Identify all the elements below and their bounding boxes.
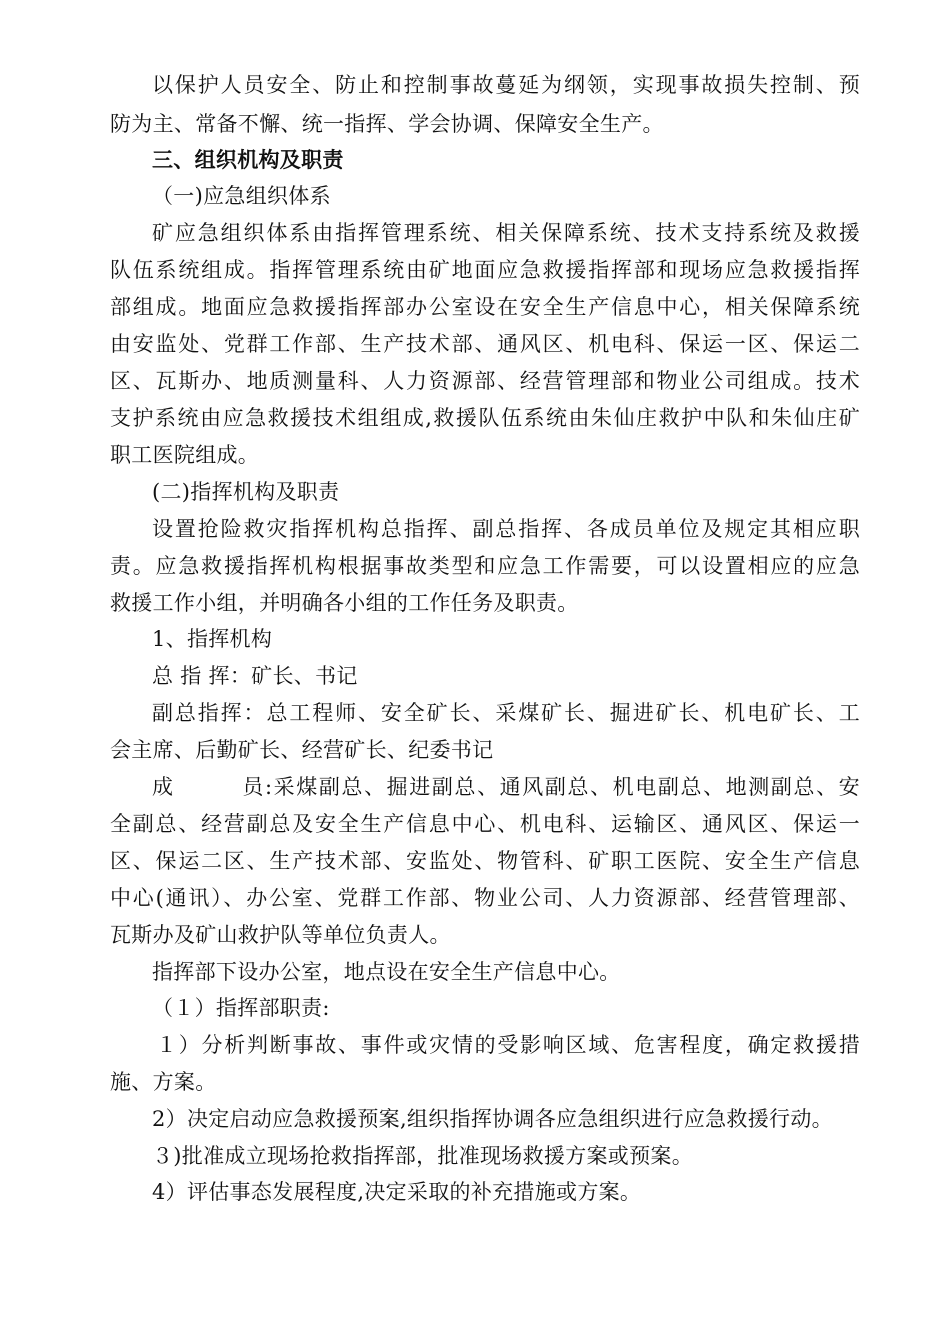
- list-item: 2）决定启动应急救援预案,组织指挥协调各应急组织进行应急救援行动。: [152, 1107, 833, 1131]
- paragraph-line: 区、瓦斯办、地质测量科、人力资源部、经营管理部和物业公司组成。技术: [110, 369, 860, 393]
- list-heading: 1、指挥机构: [152, 627, 273, 651]
- list-item: １）分析判断事故、事件或灾情的受影响区域、危害程度，确定救援措: [156, 1033, 860, 1057]
- paragraph-line: 救援工作小组，并明确各小组的工作任务及职责。: [110, 591, 579, 615]
- list-item: ３)批准成立现场抢救指挥部，批准现场救援方案或预案。: [152, 1144, 693, 1168]
- paragraph-line: 队伍系统组成。指挥管理系统由矿地面应急救援指挥部和现场应急救援指挥: [110, 258, 860, 282]
- paragraph-line: 职工医院组成。: [110, 443, 260, 467]
- paragraph-line: 部组成。地面应急救援指挥部办公室设在安全生产信息中心，相关保障系统: [110, 295, 860, 319]
- subsection-heading: （一)应急组织体系: [152, 184, 331, 208]
- list-item: 成 员:采煤副总、掘进副总、通风副总、机电副总、地测副总、安: [152, 775, 860, 799]
- paragraph-line: 由安监处、党群工作部、生产技术部、通风区、机电科、保运一区、保运二: [110, 332, 860, 356]
- list-item: 4）评估事态发展程度,决定采取的补充措施或方案。: [152, 1180, 642, 1204]
- paragraph-line: 防为主、常备不懈、统一指挥、学会协调、保障安全生产。: [110, 112, 664, 136]
- paragraph-line: 以保护人员安全、防止和控制事故蔓延为纲领，实现事故损失控制、预: [152, 73, 860, 97]
- subsection-heading: （１）指挥部职责:: [152, 996, 330, 1020]
- list-item: 全副总、经营副总及安全生产信息中心、机电科、运输区、通风区、保运一: [110, 812, 860, 836]
- list-item: 施、方案。: [110, 1070, 217, 1094]
- list-item: 区、保运二区、生产技术部、安监处、物管科、矿职工医院、安全生产信息: [110, 849, 860, 873]
- paragraph-line: 指挥部下设办公室，地点设在安全生产信息中心。: [152, 960, 621, 984]
- list-item: 中心(通讯）、办公室、党群工作部、物业公司、人力资源部、经营管理部、: [110, 886, 860, 910]
- list-item: 会主席、后勤矿长、经营矿长、纪委书记: [110, 738, 494, 762]
- subsection-heading: (二)指挥机构及职责: [152, 480, 340, 504]
- list-item: 瓦斯办及矿山救护队等单位负责人。: [110, 923, 451, 947]
- section-heading: 三、组织机构及职责: [152, 147, 344, 172]
- paragraph-line: 设置抢险救灾指挥机构总指挥、副总指挥、各成员单位及规定其相应职: [152, 517, 860, 541]
- paragraph-line: 责。应急救援指挥机构根据事故类型和应急工作需要，可以设置相应的应急: [110, 554, 860, 578]
- paragraph-line: 支护系统由应急救援技术组组成,救援队伍系统由朱仙庄救护中队和朱仙庄矿: [110, 406, 860, 430]
- paragraph-line: 矿应急组织体系由指挥管理系统、相关保障系统、技术支持系统及救援: [152, 221, 860, 245]
- list-item: 副总指挥：总工程师、安全矿长、采煤矿长、掘进矿长、机电矿长、工: [152, 701, 860, 725]
- list-item: 总 指 挥：矿长、书记: [152, 664, 358, 688]
